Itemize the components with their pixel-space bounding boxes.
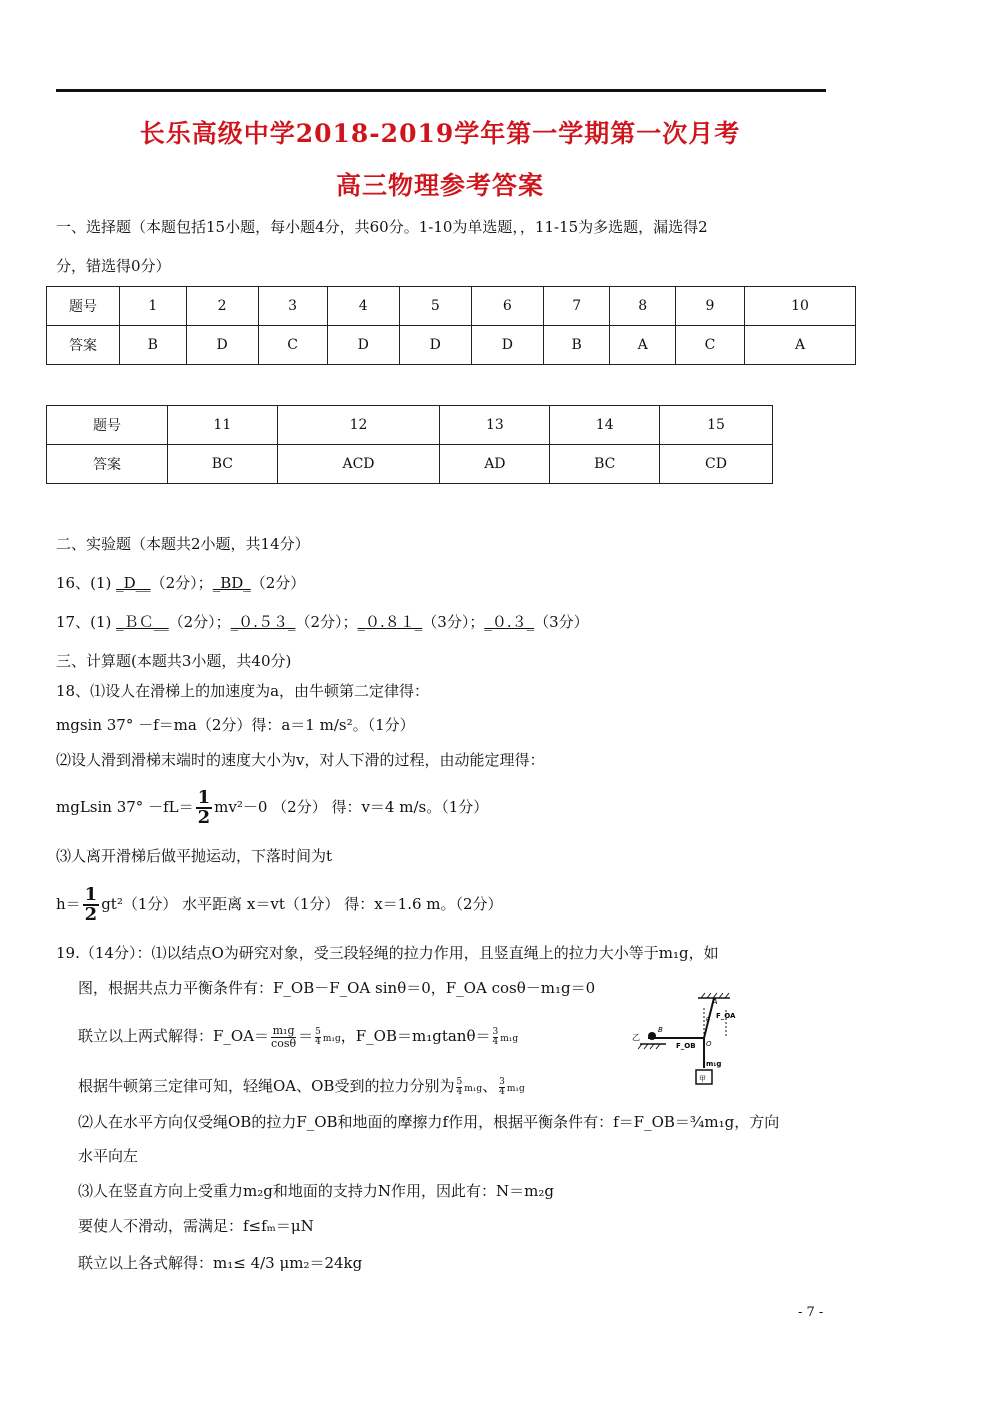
table-cell: D xyxy=(327,326,399,365)
table-cell: C xyxy=(675,326,744,365)
q19-line-8: 要使人不滑动，需满足：f≤fₘ＝μN xyxy=(78,1217,314,1235)
top-rule xyxy=(56,89,826,92)
table-cell: A xyxy=(610,326,676,365)
table-row xyxy=(47,287,856,326)
ground-hatch xyxy=(638,1044,666,1049)
q19-m1g-small: m₁g xyxy=(322,1034,341,1044)
label-b: B xyxy=(658,1026,663,1034)
label-m1g: m₁g xyxy=(706,1060,722,1068)
q19-m1g-small: m₁g xyxy=(464,1084,483,1094)
q19-line-3 xyxy=(78,1018,518,1057)
q16-score-2: （2分） xyxy=(250,574,306,592)
section3-heading: 三、计算题(本题共3小题，共40分) xyxy=(56,652,292,670)
fraction-three-fourths xyxy=(499,1078,505,1097)
label-o: O xyxy=(706,1040,712,1048)
q19-line-4 xyxy=(78,1068,525,1107)
q18-line-2: mgsin 37° －f＝ma（2分）得：a＝1 m/s²。（1分） xyxy=(56,716,415,734)
table-cell: 9 xyxy=(675,287,744,326)
fraction-denominator: 4 xyxy=(315,1036,321,1047)
fraction-m1g-cos xyxy=(271,1025,296,1050)
table-cell: 13 xyxy=(440,406,550,445)
fraction-numerator: 5 xyxy=(315,1026,321,1037)
q17-answer-1: _ＢＣ__ xyxy=(116,613,169,631)
fraction-denominator: 4 xyxy=(499,1086,505,1097)
fraction-five-fourths xyxy=(315,1028,321,1047)
table-cell: 7 xyxy=(543,287,610,326)
q16-prefix: 16、(1) xyxy=(56,574,117,592)
table-cell: 1 xyxy=(120,287,187,326)
table-cell: D xyxy=(471,326,543,365)
table-header-cell: 答案 xyxy=(47,445,168,484)
fraction-numerator: 3 xyxy=(492,1026,499,1037)
answer-table-1 xyxy=(46,286,856,365)
table-cell: CD xyxy=(660,445,773,484)
table-header-cell: 题号 xyxy=(47,406,168,445)
q16-answer-1: _D__ xyxy=(116,574,151,592)
table-cell: AD xyxy=(440,445,550,484)
page-title: 长乐高级中学2018-2019学年第一学期第一次月考 xyxy=(139,119,741,148)
q16-line xyxy=(56,573,305,593)
q17-score-3: （3分）； xyxy=(422,613,485,631)
table-cell: BC xyxy=(550,445,660,484)
label-yi: 乙 xyxy=(632,1033,640,1042)
fraction-denominator: cosθ xyxy=(271,1036,297,1050)
table-cell: 8 xyxy=(610,287,676,326)
q19-line-1: 19.（14分）：⑴以结点O为研究对象，受三段轻绳的拉力作用，且竖直绳上的拉力大小等于m₁g，如 xyxy=(56,944,719,962)
table-cell: 14 xyxy=(550,406,660,445)
q17-answer-4: _０.３_ xyxy=(484,613,535,631)
label-a: A xyxy=(712,997,718,1006)
q18-line-1: 18、⑴设人在滑梯上的加速度为a，由牛顿第二定律得： xyxy=(56,682,430,700)
table-cell: BC xyxy=(168,445,278,484)
q18-h-right: gt²（1分） 水平距离 x＝vt（1分） 得：x＝1.6 m。（2分） xyxy=(101,895,503,913)
q16-answer-2: _BD_ xyxy=(212,574,251,592)
q17-score-4: （3分） xyxy=(534,613,589,631)
table-cell: B xyxy=(543,326,610,365)
table-header-cell: 答案 xyxy=(47,326,120,365)
table-cell: 11 xyxy=(168,406,278,445)
table-row xyxy=(47,406,773,445)
q19-line-2: 图，根据共点力平衡条件有：F_OB－F_OA sinθ＝0，F_OA cosθ－m₁g＝0 xyxy=(78,979,596,997)
q18-h-left: h＝ xyxy=(56,895,81,913)
q19-line-9: 联立以上各式解得：m₁≤ 4/3 μm₂＝24kg xyxy=(78,1254,363,1272)
page-number: - 7 - xyxy=(798,1305,824,1320)
q19-m1g-small: m₁g xyxy=(500,1034,519,1044)
q17-answer-3: _０.８１_ xyxy=(357,613,423,631)
force-diagram xyxy=(626,992,736,1092)
q19-line-5: ⑵人在水平方向仅受绳OB的拉力F_OB和地面的摩擦力f作用，根据平衡条件有：f＝F_OB＝¾m₁g，方向 xyxy=(78,1113,780,1131)
q19-line-6: 水平向左 xyxy=(78,1147,139,1165)
fraction-half xyxy=(83,886,100,924)
q19-m1g-small: m₁g xyxy=(506,1084,525,1094)
page-subtitle: 高三物理参考答案 xyxy=(335,171,544,200)
person-icon xyxy=(648,1032,656,1040)
fraction-numerator: 1 xyxy=(84,884,98,905)
table-cell: B xyxy=(120,326,187,365)
label-fob: F_OB xyxy=(676,1042,696,1050)
fraction-denominator: 4 xyxy=(456,1086,463,1097)
q19-newton3: 根据牛顿第三定律可知，轻绳OA、OB受到的拉力分别为 xyxy=(78,1077,455,1095)
answer-table-2 xyxy=(46,405,773,484)
table-cell: 6 xyxy=(471,287,543,326)
q17-score-1: （2分）； xyxy=(168,613,231,631)
fraction-half xyxy=(196,789,213,827)
q19-fob: ，F_OB＝m₁gtanθ＝ xyxy=(340,1027,491,1045)
table-row xyxy=(47,445,773,484)
q16-score-1: （2分）； xyxy=(150,574,213,592)
table-cell: D xyxy=(399,326,471,365)
table-cell: 15 xyxy=(660,406,773,445)
section1-intro-2: 分，错选得0分） xyxy=(56,257,171,275)
table-cell: 3 xyxy=(258,287,327,326)
table-row xyxy=(47,326,856,365)
table-cell: 4 xyxy=(327,287,399,326)
label-foa: F_OA xyxy=(716,1012,736,1020)
q18-line-5: ⑶人离开滑梯后做平抛运动，下落时间为t xyxy=(56,847,333,865)
q19-equals: ＝ xyxy=(298,1027,314,1045)
fraction-denominator: 4 xyxy=(492,1036,499,1047)
q19-foa-left: 联立以上两式解得：F_OA＝ xyxy=(78,1027,270,1045)
label-jia: 甲 xyxy=(699,1075,706,1083)
label-theta: θ xyxy=(706,1017,710,1024)
table-header-cell: 题号 xyxy=(47,287,120,326)
section1-intro-1: 一、选择题（本题包括15小题，每小题4分，共60分。1-10为单选题，，11-15为多选题，漏选得2 xyxy=(56,218,708,236)
table-cell: 10 xyxy=(745,287,856,326)
section2-heading: 二、实验题（本题共2小题，共14分） xyxy=(56,535,310,553)
q19-sep: 、 xyxy=(482,1077,498,1095)
q18-eq-left: mgLsin 37° －fL＝ xyxy=(56,798,194,816)
fraction-numerator: 5 xyxy=(456,1076,463,1087)
q18-line-6 xyxy=(56,882,503,926)
fraction-numerator: 3 xyxy=(499,1076,505,1087)
q18-eq-right: mv²－0 （2分） 得：v＝4 m/s。（1分） xyxy=(214,798,489,816)
table-cell: 2 xyxy=(186,287,258,326)
table-cell: ACD xyxy=(277,445,440,484)
fraction-denominator: 2 xyxy=(84,904,98,925)
fraction-numerator: 1 xyxy=(197,787,211,808)
q18-line-4 xyxy=(56,785,488,829)
fraction-five-fourths xyxy=(456,1078,462,1097)
q18-line-3: ⑵设人滑到滑梯末端时的速度大小为v，对人下滑的过程，由动能定理得： xyxy=(56,751,545,769)
q17-line xyxy=(56,612,589,632)
table-cell: D xyxy=(186,326,258,365)
table-cell: C xyxy=(258,326,327,365)
table-cell: A xyxy=(745,326,856,365)
table-cell: 5 xyxy=(399,287,471,326)
q17-answer-2: _０.５３_ xyxy=(230,613,296,631)
fraction-denominator: 2 xyxy=(197,807,211,828)
fraction-three-fourths xyxy=(493,1028,499,1047)
table-cell: 12 xyxy=(277,406,440,445)
q17-score-2: （2分）； xyxy=(295,613,358,631)
q17-prefix: 17、(1) xyxy=(56,613,117,631)
fraction-numerator: m₁g xyxy=(272,1023,295,1037)
q19-line-7: ⑶人在竖直方向上受重力m₂g和地面的支持力N作用，因此有：N＝m₂g xyxy=(78,1182,554,1200)
